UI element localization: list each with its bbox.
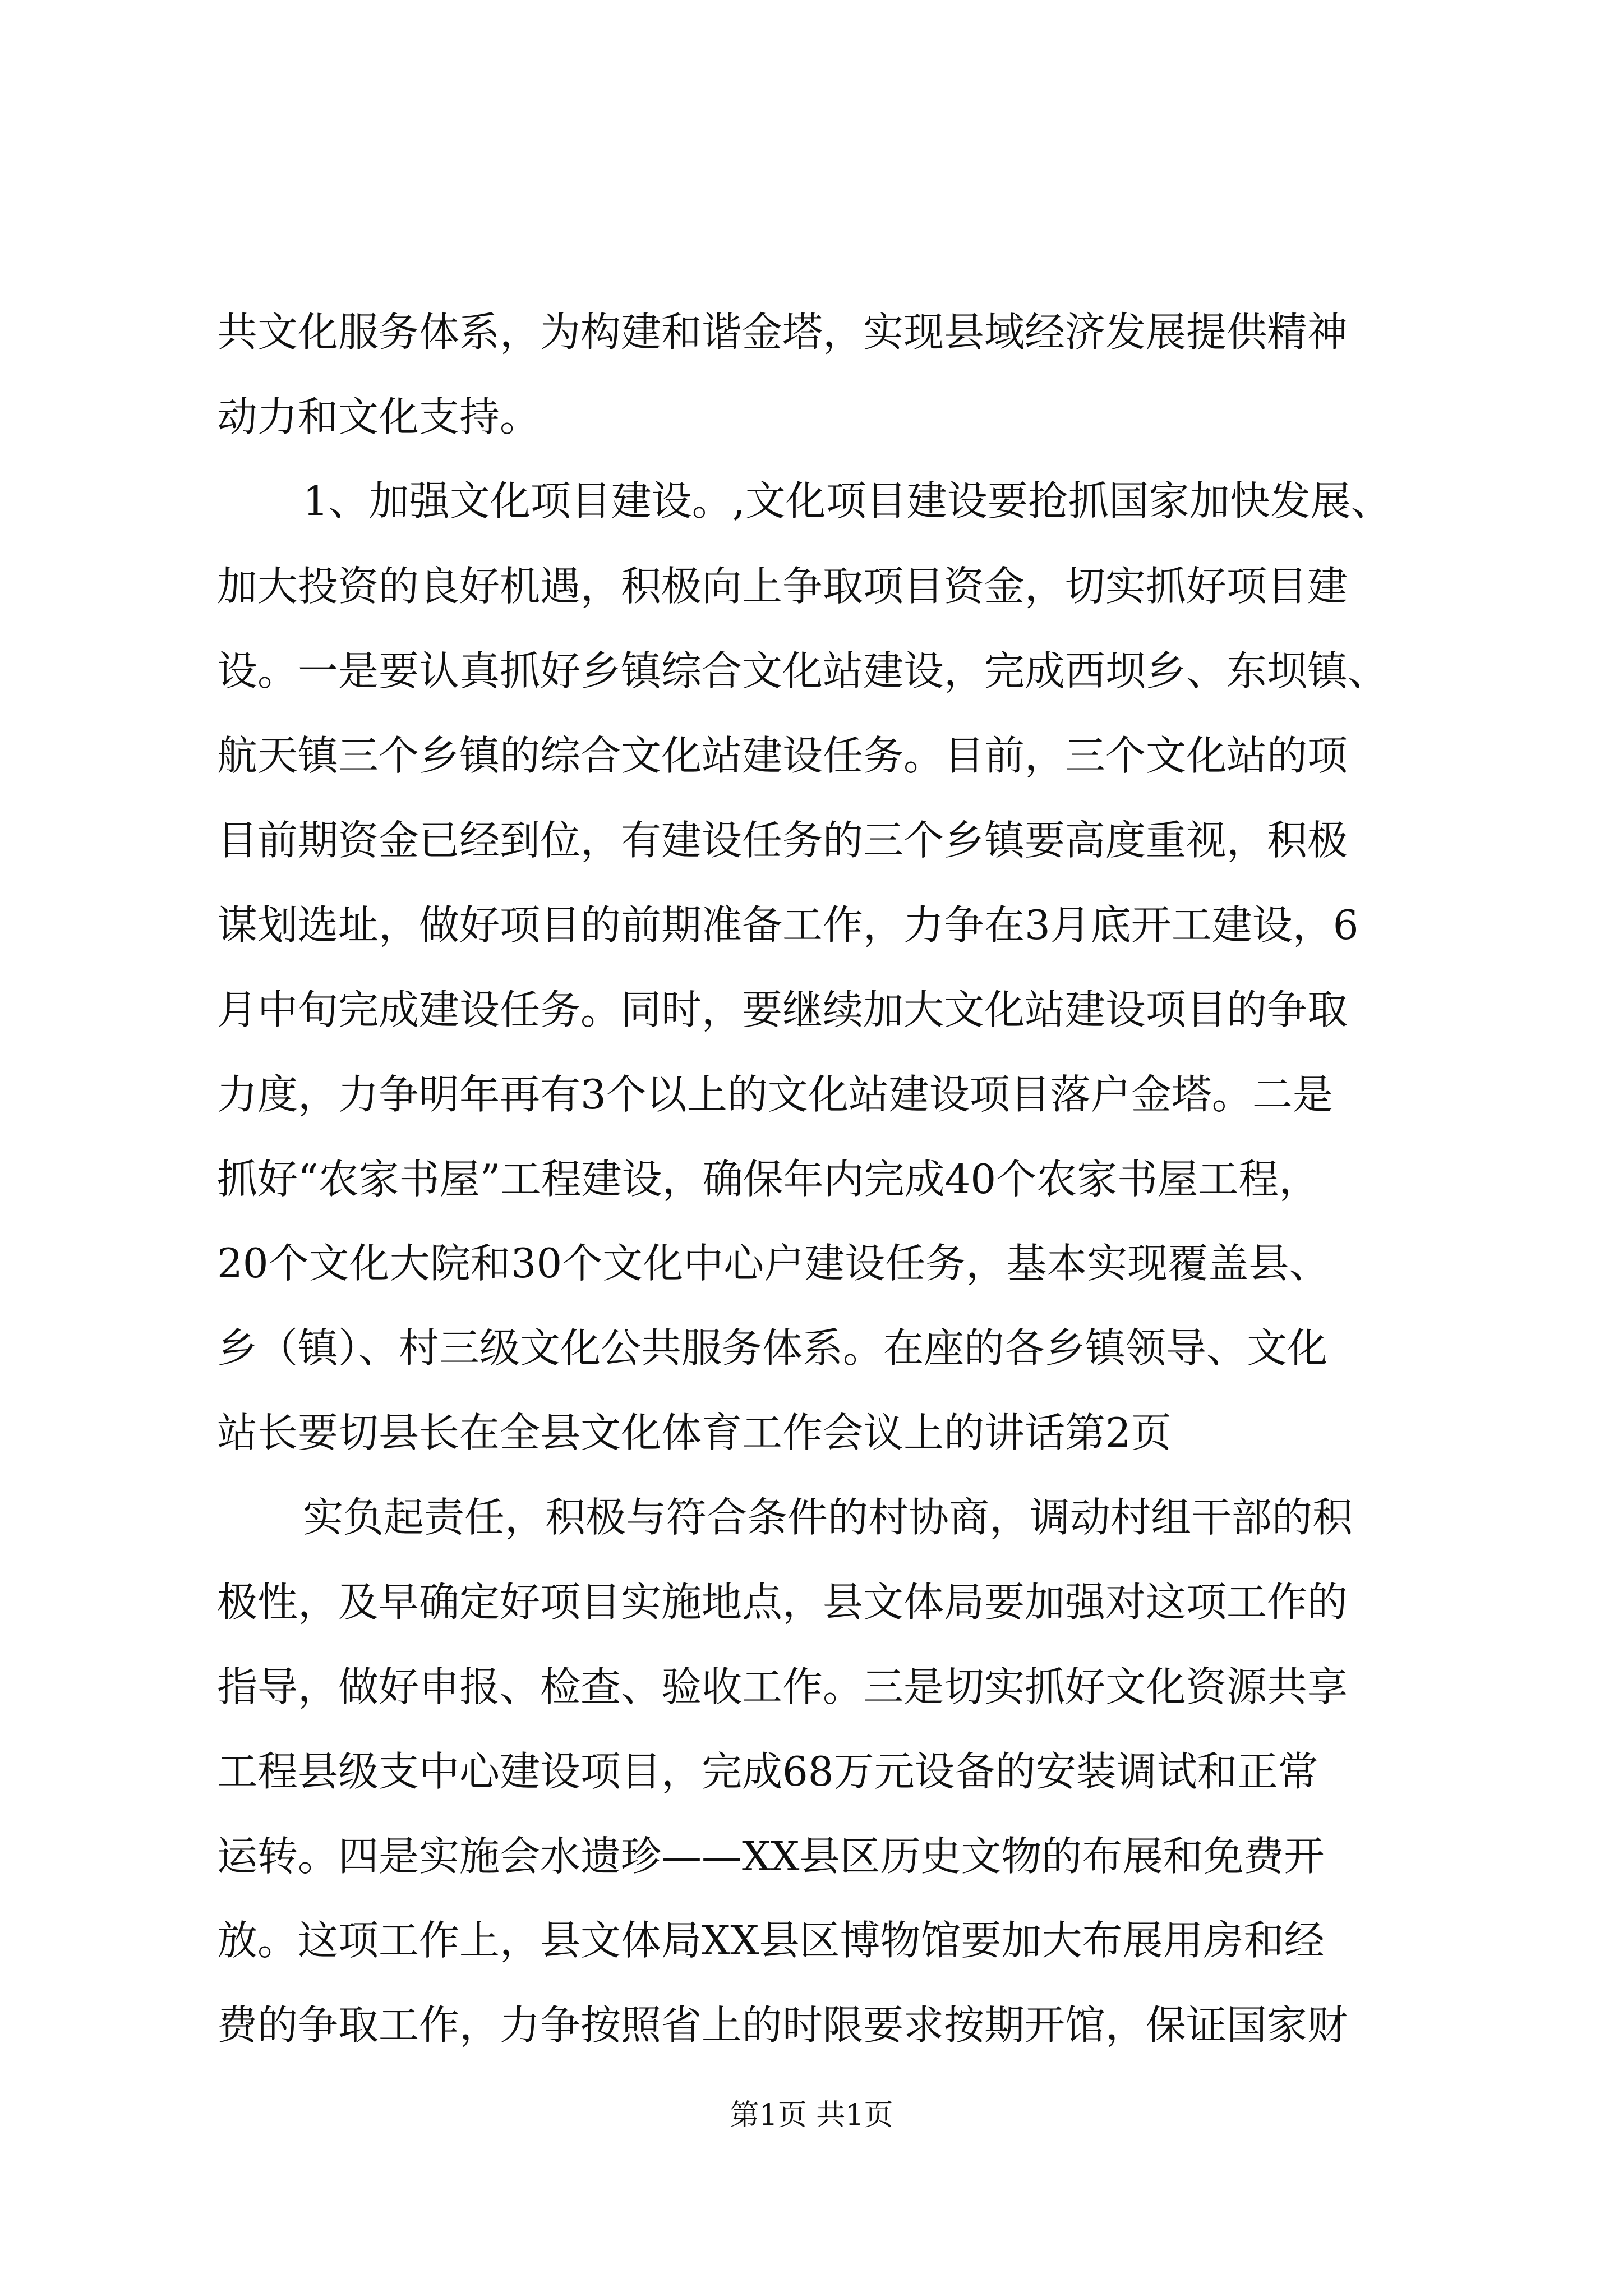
body-line: 设。一是要认真抓好乡镇综合文化站建设，完成西坝乡、东坝镇、 [217, 647, 1389, 694]
body-line: 1、加强文化项目建设。,文化项目建设要抢抓国家加快发展、 [303, 477, 1391, 524]
body-line: 极性，及早确定好项目实施地点，县文体局要加强对这项工作的 [217, 1579, 1348, 1626]
body-line: 共文化服务体系，为构建和谐金塔，实现县域经济发展提供精神 [217, 309, 1348, 356]
body-line: 动力和文化支持。 [217, 393, 541, 440]
body-line: 费的争取工作，力争按照省上的时限要求按期开馆，保证国家财 [217, 2001, 1348, 2049]
body-line: 乡（镇）、村三级文化公共服务体系。在座的各乡镇领导、文化 [217, 1324, 1328, 1372]
body-line: 力度，力争明年再有3个以上的文化站建设项目落户金塔。二是 [217, 1071, 1333, 1118]
body-line: 指导，做好申报、检查、验收工作。三是切实抓好文化资源共享 [217, 1663, 1348, 1710]
body-line: 抓好“农家书屋”工程建设，确保年内完成40个农家书屋工程， [217, 1156, 1320, 1203]
body-line: 谋划选址，做好项目的前期准备工作，力争在3月底开工建设，6 [217, 901, 1359, 949]
body-line: 工程县级支中心建设项目，完成68万元设备的安装调试和正常 [217, 1748, 1318, 1795]
body-line: 实负起责任，积极与符合条件的村协商，调动村组干部的积 [303, 1494, 1353, 1541]
body-line: 月中旬完成建设任务。同时，要继续加大文化站建设项目的争取 [217, 986, 1348, 1033]
body-line: 航天镇三个乡镇的综合文化站建设任务。目前，三个文化站的项 [217, 732, 1348, 779]
page-footer: 第1页 共1页 [730, 2099, 893, 2132]
body-line: 目前期资金已经到位，有建设任务的三个乡镇要高度重视，积极 [217, 817, 1348, 864]
body-line: 加大投资的良好机遇，积极向上争取项目资金，切实抓好项目建 [217, 563, 1348, 610]
body-line: 20个文化大院和30个文化中心户建设任务，基本实现覆盖县、 [217, 1240, 1330, 1287]
body-line: 放。这项工作上，县文体局XX县区博物馆要加大布展用房和经 [217, 1917, 1325, 1964]
body-line: 站长要切县长在全县文化体育工作会议上的讲话第2页 [217, 1409, 1172, 1456]
body-line: 运转。四是实施会水遗珍——XX县区历史文物的布展和免费开 [217, 1833, 1325, 1880]
